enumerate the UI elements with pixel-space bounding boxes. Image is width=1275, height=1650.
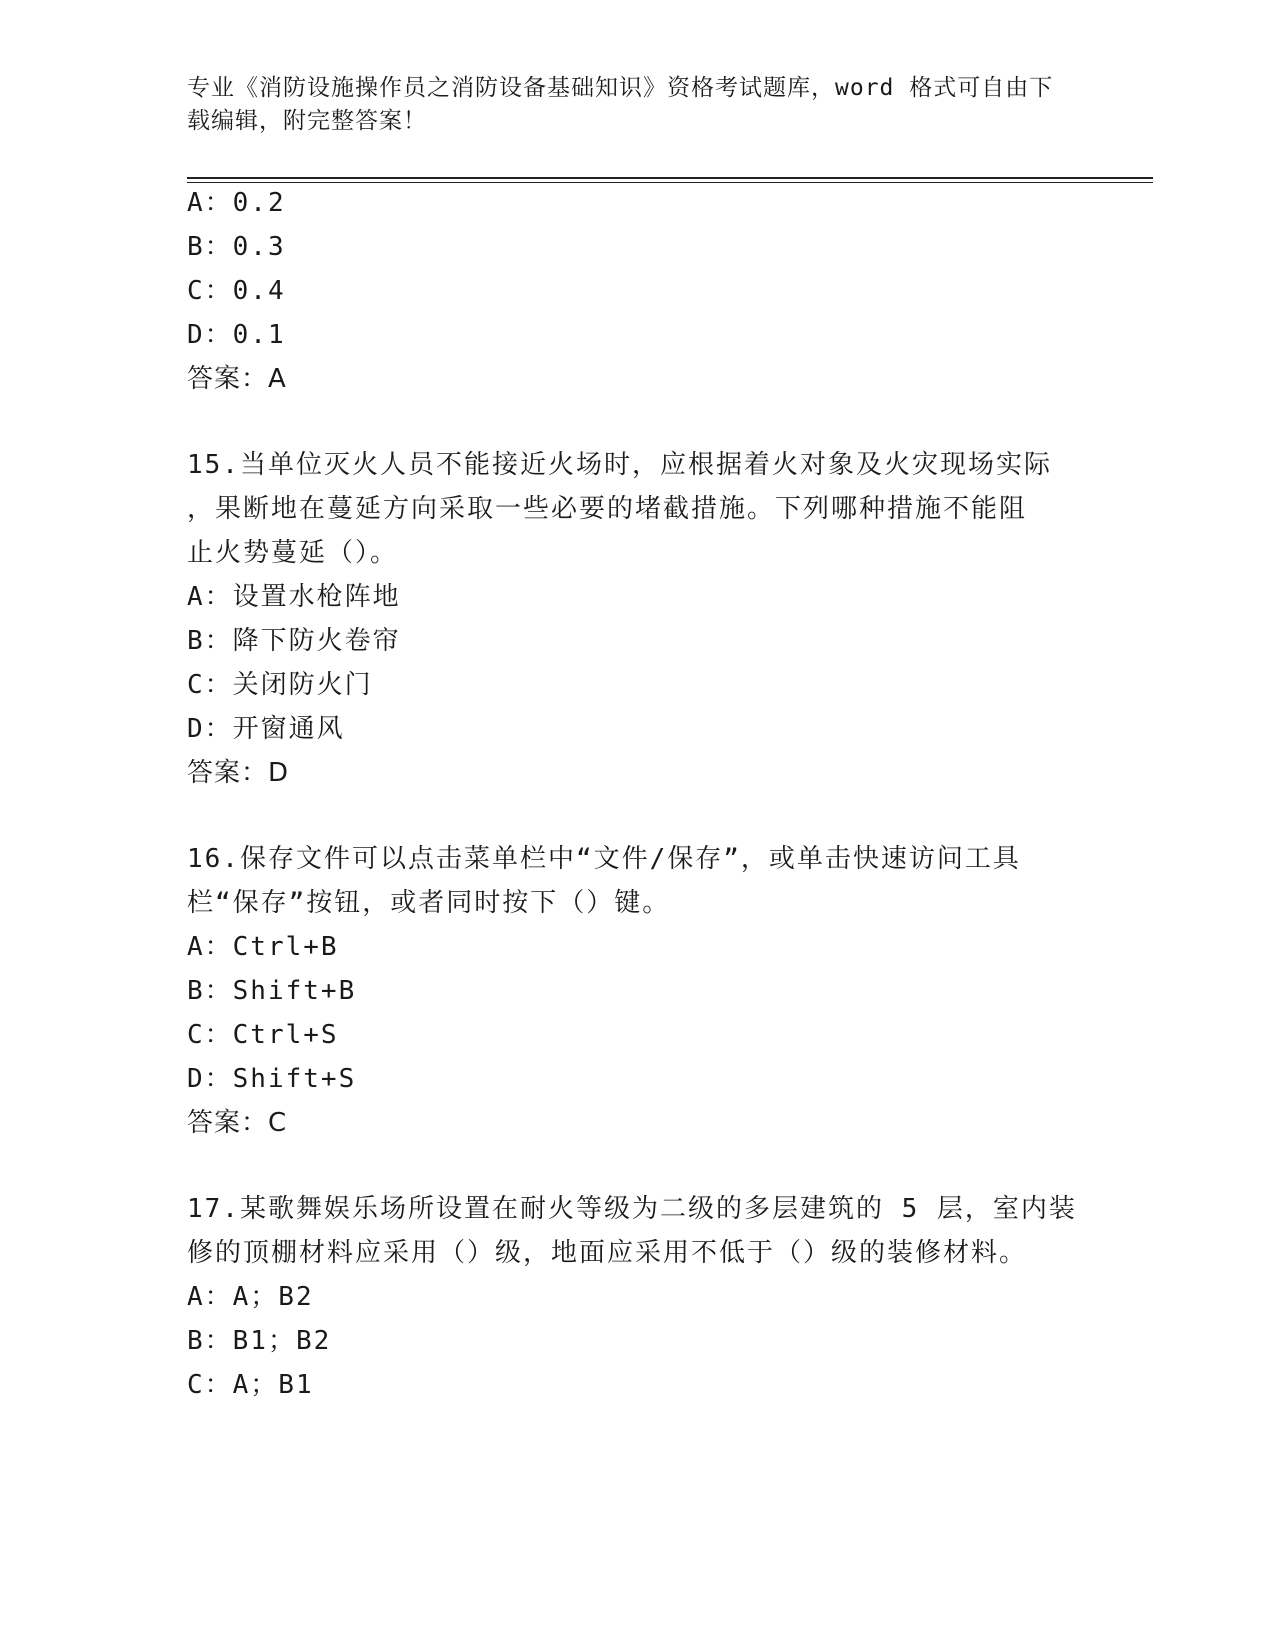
q15-text-line-1: 15.当单位灭火人员不能接近火场时，应根据着火对象及火灾现场实际 <box>187 450 1052 480</box>
q14-option-b: B：0.3 <box>187 232 286 262</box>
q16-answer: 答案：C <box>187 1108 288 1138</box>
q17-option-b: B：B1；B2 <box>187 1326 332 1356</box>
q17-text-line-2: 修的顶棚材料应采用（）级，地面应采用不低于（）级的装修材料。 <box>187 1238 1028 1268</box>
q15-text-line-2: ，果断地在蔓延方向采取一些必要的堵截措施。下列哪种措施不能阻 <box>187 494 1028 524</box>
q15-option-d: D：开窗通风 <box>187 714 345 744</box>
header-divider-thin <box>187 182 1153 183</box>
q14-option-d: D：0.1 <box>187 320 286 350</box>
q14-answer: 答案：A <box>187 364 287 394</box>
q16-option-a: A：Ctrl+B <box>187 932 339 962</box>
q17-option-a: A：A；B2 <box>187 1282 314 1312</box>
q16-text-line-1: 16.保存文件可以点击菜单栏中“文件/保存”，或单击快速访问工具 <box>187 844 1021 874</box>
q17-option-c: C：A；B1 <box>187 1370 314 1400</box>
q16-text-line-2: 栏“保存”按钮，或者同时按下（）键。 <box>187 888 671 918</box>
q15-option-c: C：关闭防火门 <box>187 670 373 700</box>
q14-option-a: A：0.2 <box>187 188 286 218</box>
q15-text-line-3: 止火势蔓延（）。 <box>187 538 399 568</box>
q14-option-c: C：0.4 <box>187 276 286 306</box>
header-divider-thick <box>187 177 1153 179</box>
q16-option-b: B：Shift+B <box>187 976 357 1006</box>
document-header <box>187 72 1067 138</box>
q15-option-a: A：设置水枪阵地 <box>187 582 401 612</box>
header-line-1: 专业《消防设施操作员之消防设备基础知识》资格考试题库，word 格式可自由下 <box>187 75 1054 101</box>
q16-option-d: D：Shift+S <box>187 1064 357 1094</box>
q16-option-c: C：Ctrl+S <box>187 1020 339 1050</box>
q17-text-line-1: 17.某歌舞娱乐场所设置在耐火等级为二级的多层建筑的 5 层，室内装 <box>187 1194 1077 1224</box>
q15-option-b: B：降下防火卷帘 <box>187 626 401 656</box>
header-line-2: 载编辑，附完整答案！ <box>187 108 427 134</box>
q15-answer: 答案：D <box>187 758 290 788</box>
